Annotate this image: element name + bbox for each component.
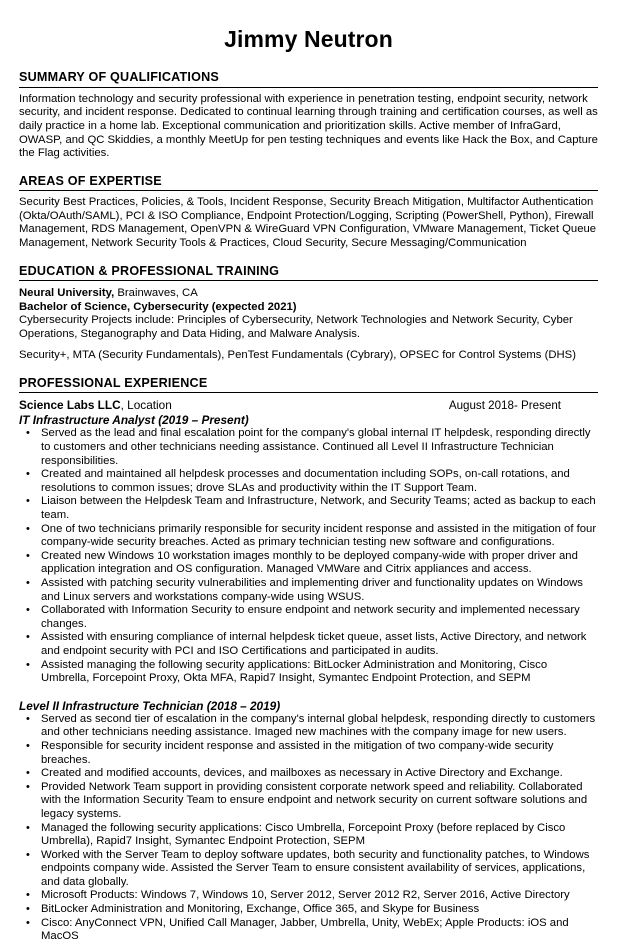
education-location: Brainwaves, CA (114, 287, 198, 300)
bullet-text: Served as the lead and final escalation point for the company's global internal IT helpdesk, responding directly to customers and other technicians needing assistance. Continued all Level II Infrastructure Technician responsibilities. (41, 427, 591, 467)
page-title: Jimmy Neutron (224, 26, 393, 52)
bullet-text: Worked with the Server Team to deploy software updates, both security and functionality patches, to Windows endpoints company wide. Assisted the Server Team to ensure consistent availability of services, applications, and data globally. (41, 848, 590, 888)
bullet-icon: • (26, 522, 30, 535)
bullet-icon: • (26, 549, 30, 562)
spacer (19, 161, 598, 174)
list-item (19, 577, 598, 604)
list-item (19, 495, 598, 522)
experience-entry-1 (19, 398, 598, 685)
bullet-icon: • (26, 577, 30, 590)
spacer (19, 341, 598, 349)
section-heading-expertise: AREAS OF EXPERTISE (19, 174, 598, 191)
list-item (19, 781, 598, 822)
list-item (19, 822, 598, 849)
list-item (19, 917, 598, 944)
bullet-icon: • (26, 658, 30, 671)
bullet-text: Collaborated with Information Security to ensure endpoint and network security and implemented necessary changes. (41, 604, 580, 630)
section-experience (19, 376, 598, 944)
education-school: Neural University, (19, 287, 115, 300)
bullet-icon: • (26, 848, 30, 861)
bullet-text: Provided Network Team support in providing consistent corporate network speed and reliability. Collaborated with the Information Security Team to ensure endpoint and network security on current software solutions and legacy systems. (41, 780, 588, 820)
summary-text: Information technology and security professional with experience in penetration testing, endpoint security, network security, and incident response. Dedicated to continual learning through training and certification courses, as well as daily practice in a home lab. Exceptional communication and prioritization skills. Active member of InfraGard, OWASP, and QC Skiddies, a monthly MeetUp for pen testing techniques and events like Hack the Box, and Capture the Flag activities. (19, 92, 598, 160)
bullet-icon: • (26, 495, 30, 508)
education-certifications: Security+, MTA (Security Fundamentals), PenTest Fundamentals (Cybrary), OPSEC for Control Systems (DHS) (19, 349, 576, 362)
bullet-text: BitLocker Administration and Monitoring, Exchange, Office 365, and Skype for Business (41, 903, 480, 916)
bullet-icon: • (26, 767, 30, 780)
bullet-text: Microsoft Products: Windows 7, Windows 10, Server 2012, Server 2012 R2, Server 2016, Active Directory (41, 889, 570, 902)
bullet-icon: • (26, 821, 30, 834)
list-item (19, 889, 598, 903)
list-item (19, 713, 598, 740)
section-heading-summary: SUMMARY OF QUALIFICATIONS (19, 70, 598, 87)
bullet-text: Responsible for security incident response and assisted in the mitigation of two company-wide security breaches. (41, 739, 554, 766)
list-item (19, 659, 598, 686)
list-item (19, 550, 598, 577)
education-school-line (19, 287, 598, 301)
bullet-icon: • (26, 631, 30, 644)
job-bullets-1 (19, 427, 598, 685)
job-header (19, 398, 598, 413)
bullet-icon: • (26, 916, 30, 929)
bullet-text: Assisted managing the following security applications: BitLocker Administration and Monitoring, Cisco Umbrella, Forcepoint Proxy, Okta MFA, Rapid7 Insight, Symantec Endpoint Protection, and SEPM (41, 658, 548, 685)
expertise-body (19, 191, 598, 250)
experience-entry-2 (19, 699, 598, 944)
list-item (19, 604, 598, 631)
section-summary (19, 70, 598, 160)
bullet-icon: • (26, 780, 30, 793)
list-item (19, 767, 598, 781)
bullet-text: Created and maintained all helpdesk processes and documentation including SOPs, on-call rotations, and resolutions to common issues; drove SLAs and productivity within the IT Support Team. (41, 468, 570, 494)
education-degree: Bachelor of Science, Cybersecurity (expected 2021) (19, 300, 297, 313)
job-bullets-2 (19, 713, 598, 944)
education-projects: Cybersecurity Projects include: Principles of Cybersecurity, Network Technologies and Network Security, Cyber Operations, Steganography and Data Hiding, and Malware Analysis. (19, 314, 573, 340)
section-heading-experience: PROFESSIONAL EXPERIENCE (19, 376, 598, 393)
summary-body (19, 88, 598, 161)
bullet-icon: • (26, 739, 30, 752)
bullet-text: Served as second tier of escalation in the company's internal global helpdesk, responding directly to customers and other technicians needing assistance. Imaged new machines with the company image for new users. (41, 712, 596, 739)
bullet-text: Managed the following security applications: Cisco Umbrella, Forcepoint Proxy (before replaced by Cisco Umbrella), Rapid7 Insight, Symantec Endpoint Protection, SEPM (41, 821, 566, 848)
list-item (19, 631, 598, 658)
bullet-icon: • (26, 903, 30, 916)
bullet-text: Assisted with ensuring compliance of internal helpdesk ticket queue, asset lists, Active Directory, and network and endpoint security with PCI and ISO Certifications and participated in audits. (41, 631, 587, 657)
bullet-text: One of two technicians primarily responsible for security incident response and assisted in the mitigation of four company-wide security breaches. Acted as primary technician testing new software and configurations. (41, 522, 597, 549)
spacer (19, 686, 598, 699)
bullet-text: Cisco: AnyConnect VPN, Unified Call Manager, Jabber, Umbrella, Unity, WebEx; Apple Products: iOS and MacOS (41, 916, 569, 943)
spacer (19, 52, 598, 70)
bullet-icon: • (26, 604, 30, 617)
section-expertise (19, 174, 598, 251)
list-item (19, 468, 598, 495)
job-company-line (19, 398, 172, 412)
expertise-text: Security Best Practices, Policies, & Tools, Incident Response, Security Breach Mitigation, Multifactor Authentication (Okta/OAuth/SAML), PCI & ISO Compliance, Endpoint Protection/Logging, Scripting (PowerShell, Python), Firewall Management, RDS Management, OpenVPN & WireGuard VPN Configuration, VMware Management, Ticket Queue Management, Network Security Tools & Practices, Cloud Security, Secure Messaging/Communication (19, 196, 597, 249)
bullet-icon: • (26, 889, 30, 902)
list-item (19, 849, 598, 890)
bullet-text: Created new Windows 10 workstation images monthly to be deployed company-wide with proper driver and application integration and OS configuration. Managed VMWare and Citrix appliances and access. (41, 549, 578, 576)
list-item (19, 523, 598, 550)
bullet-icon: • (26, 468, 30, 481)
section-education (19, 264, 598, 363)
job-company-name: Science Labs LLC (19, 398, 121, 413)
bullet-text: Assisted with patching security vulnerabilities and implementing driver and functionality updates on Windows and Linux servers and workstations company-wide using WSUS. (41, 577, 583, 603)
bullet-text: Created and modified accounts, devices, and mailboxes as necessary in Active Directory and Exchange. (41, 767, 563, 780)
section-heading-education: EDUCATION & PROFESSIONAL TRAINING (19, 264, 598, 281)
list-item (19, 427, 598, 468)
bullet-icon: • (26, 712, 30, 725)
job-role-title-2: Level II Infrastructure Technician (2018 – 2019) (19, 698, 281, 713)
job-company-location: , Location (120, 398, 172, 413)
education-body (19, 281, 598, 363)
job-role-title-1: IT Infrastructure Analyst (2019 – Present) (19, 413, 249, 428)
spacer (19, 363, 598, 376)
list-item (19, 740, 598, 767)
bullet-text: Liaison between the Helpdesk Team and Infrastructure, Network, and Security Teams; acted as backup to each team. (41, 495, 596, 522)
bullet-icon: • (26, 427, 30, 440)
spacer (19, 251, 598, 264)
job-dates: August 2018- Present (448, 399, 561, 413)
list-item (19, 903, 598, 917)
